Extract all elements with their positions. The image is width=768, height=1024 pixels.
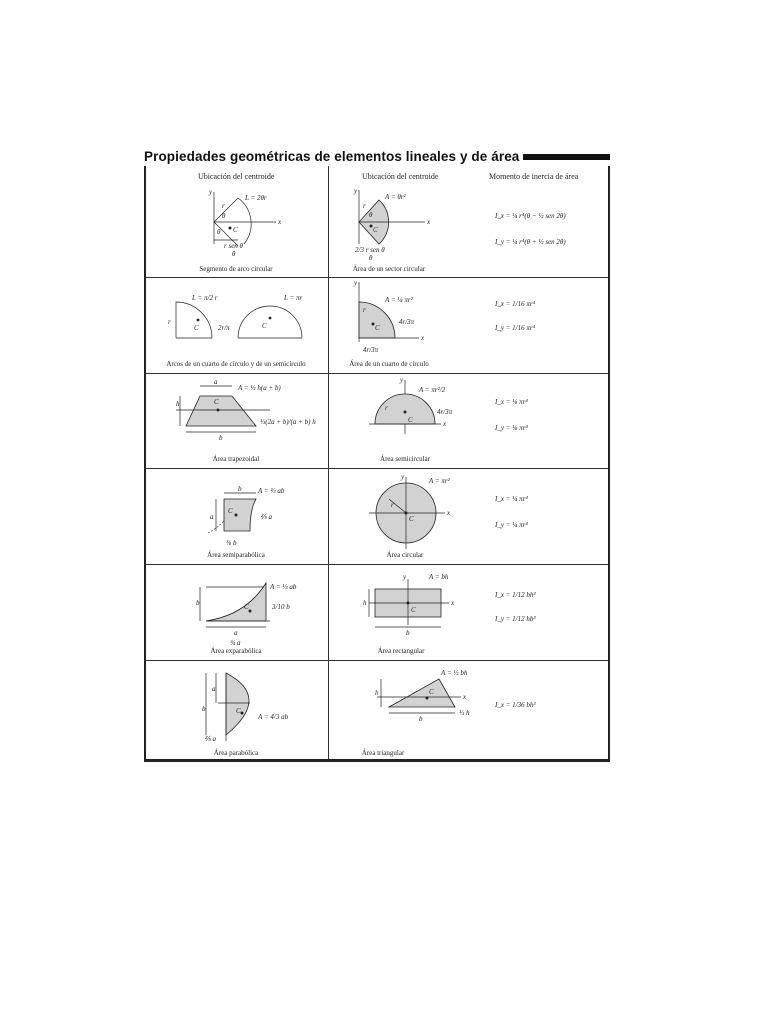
inertia-formula: I_y = 1/12 hb³: [495, 615, 536, 623]
inertia-formula: I_y = ¼ πr⁴: [495, 521, 528, 529]
area-label: A = πr²/2: [419, 386, 446, 394]
area-label: A = θr²: [385, 193, 406, 201]
radius-label: r: [363, 202, 366, 210]
figure-caption: Área de un sector circular: [352, 265, 426, 273]
axis-x-label: x: [447, 509, 451, 517]
length-label: L = 2θr: [245, 194, 267, 202]
inertia-formula: I_x = 1/36 bh³: [495, 701, 536, 709]
figure-caption: Área de un cuarto de círculo: [349, 360, 429, 368]
distance-label: r sen θ: [224, 242, 243, 250]
area-label: A = ½ h(a + b): [238, 384, 281, 392]
centroid-label: C: [262, 322, 267, 330]
title-rule: [523, 154, 610, 160]
centroid-label: C: [194, 324, 199, 332]
axis-x-label: x: [278, 218, 282, 226]
dimension-b-label: b: [196, 599, 200, 607]
axis-x-label: x: [451, 599, 455, 607]
distance-label: 4r/3π: [437, 408, 453, 416]
denominator-label: θ: [232, 250, 236, 258]
inertia-formula: I_y = 1/16 πr⁴: [495, 324, 536, 332]
inertia-formula: I_y = ¼ r⁴(θ + ½ sen 2θ): [495, 238, 566, 246]
table-row: [146, 661, 328, 761]
axis-y-label: y: [400, 376, 404, 384]
exparabolic-figure: [146, 565, 328, 660]
dimension-a-label: a: [214, 378, 218, 386]
distance-label: 4r/3π: [399, 318, 415, 326]
centroid-label: C: [373, 226, 378, 234]
centroid-label: C: [429, 688, 434, 696]
radius-label: r: [385, 404, 388, 412]
axis-y-label: y: [354, 279, 358, 287]
area-label: A = bh: [429, 573, 449, 581]
radius-label: r: [391, 501, 394, 509]
radius-label: r: [168, 318, 171, 326]
table-row: [329, 184, 608, 277]
theta-label: θ: [217, 228, 221, 236]
quarter-circle-area-figure: [329, 278, 479, 373]
circular-sector-figure: [329, 184, 479, 277]
table-row: [146, 278, 328, 373]
properties-table: [144, 166, 610, 762]
properties-sheet: [144, 146, 610, 766]
axis-y-label: y: [403, 573, 407, 581]
title-bar: [144, 146, 610, 166]
axis-x-label: x: [443, 420, 447, 428]
figure-caption: Área semicircular: [380, 455, 430, 463]
area-label: A = 4/3 ab: [258, 713, 289, 721]
dimension-b-label: b: [202, 705, 206, 713]
arc-segment-figure: [146, 184, 328, 277]
axis-y-label: y: [209, 188, 213, 196]
centroid-label: C: [409, 515, 414, 523]
distance-label: ⅓(2a + b)/(a + b) h: [260, 418, 316, 426]
area-label: A = ½ bh: [441, 669, 468, 677]
axis-x-label: x: [463, 693, 467, 701]
header-middle: Ubicación del centroide: [362, 172, 439, 181]
trapezoid-figure: [146, 374, 328, 468]
area-label: A = ¼ πr²: [385, 296, 413, 304]
theta-label: θ: [222, 212, 226, 220]
dimension-h-label: h: [176, 400, 180, 408]
table-row: [329, 661, 608, 761]
page-title: Propiedades geométricas de elementos lineales y de área: [144, 148, 520, 164]
dimension-h-label: h: [375, 689, 379, 697]
inertia-formula: I_x = ¼ πr⁴: [495, 495, 528, 503]
dimension-b-label: b: [419, 715, 423, 723]
parabolic-area-figure: [146, 661, 328, 761]
distance-label: ¾ a: [230, 639, 241, 647]
table-row: [146, 374, 328, 468]
distance-label: 2r/π: [218, 324, 230, 332]
header-right: Momento de inercia de área: [489, 172, 579, 181]
table-row: [329, 565, 608, 660]
centroid-label: C: [375, 324, 380, 332]
figure-caption: Área trapezoidal: [212, 455, 260, 463]
distance-label: ⅜ b: [226, 539, 237, 547]
table-row: [329, 278, 608, 373]
area-label: A = ⅓ ab: [270, 583, 297, 591]
dimension-b-label: b: [219, 434, 223, 442]
table-row: [329, 469, 608, 564]
axis-x-label: x: [421, 334, 425, 342]
inertia-formula: I_x = ⅛ πr⁴: [495, 398, 528, 406]
semiparabolic-figure: [146, 469, 328, 564]
table-row: [146, 469, 328, 564]
radius-label: r: [222, 202, 225, 210]
radius-label: r: [363, 306, 366, 314]
axis-x-label: x: [427, 218, 431, 226]
semicircle-area-figure: [329, 374, 479, 468]
inertia-formula: I_x = ¼ r⁴(θ − ½ sen 2θ): [495, 212, 566, 220]
centroid-label: C: [408, 416, 413, 424]
dimension-a-label: a: [210, 513, 214, 521]
figure-caption: Área parabólica: [213, 749, 259, 757]
inertia-formula: I_y = ⅛ πr⁴: [495, 424, 528, 432]
triangle-area-figure: [329, 661, 479, 761]
area-label: A = πr²: [429, 477, 450, 485]
figure-caption: Segmento de arco circular: [199, 265, 273, 273]
figure-caption: Área rectangular: [377, 647, 425, 655]
dimension-b-label: b: [406, 629, 410, 637]
dimension-a-label: a: [212, 685, 216, 693]
inertia-formula: I_x = 1/16 πr⁴: [495, 300, 536, 308]
figure-caption: Área semiparabólica: [207, 551, 265, 559]
dimension-b-label: b: [238, 485, 242, 493]
inertia-formula: I_x = 1/12 bh³: [495, 591, 536, 599]
figure-caption: Área exparabólica: [210, 647, 262, 655]
table-row: [146, 565, 328, 660]
figure-caption: Arcos de un cuarto de círculo y de un semicírculo: [166, 360, 306, 368]
axis-y-label: y: [401, 473, 405, 481]
rectangle-area-figure: [329, 565, 479, 660]
distance-label: 2/3 r sen θ: [355, 246, 385, 254]
centroid-label: C: [214, 398, 219, 406]
axis-y-label: y: [354, 187, 358, 195]
figure-caption: Área triangular: [361, 749, 405, 757]
length-label: L = πr: [284, 294, 303, 302]
centroid-label: C: [244, 603, 249, 611]
distance-label: ⅖ a: [260, 513, 273, 521]
figure-caption: Área circular: [386, 551, 424, 559]
distance-label: ⅖ a: [204, 735, 217, 743]
area-label: A = ⅔ ab: [258, 487, 285, 495]
theta-label: θ: [369, 211, 373, 219]
table-row: [329, 374, 608, 468]
circle-area-figure: [329, 469, 479, 564]
centroid-label: C: [233, 226, 238, 234]
centroid-label: C: [411, 606, 416, 614]
quarter-semicircle-arc-figure: [146, 278, 328, 373]
denominator-label: θ: [369, 254, 373, 262]
centroid-label: C: [236, 707, 241, 715]
centroid-label: C: [228, 507, 233, 515]
dimension-a-label: a: [234, 629, 238, 637]
distance-label: ⅓ h: [459, 709, 470, 717]
dimension-h-label: h: [363, 599, 367, 607]
length-label: L = π/2 r: [192, 294, 218, 302]
distance-label: 3/10 b: [272, 603, 290, 611]
distance-label: 4r/3π: [363, 346, 379, 354]
header-left: Ubicación del centroide: [198, 172, 275, 181]
table-row: [146, 184, 328, 277]
